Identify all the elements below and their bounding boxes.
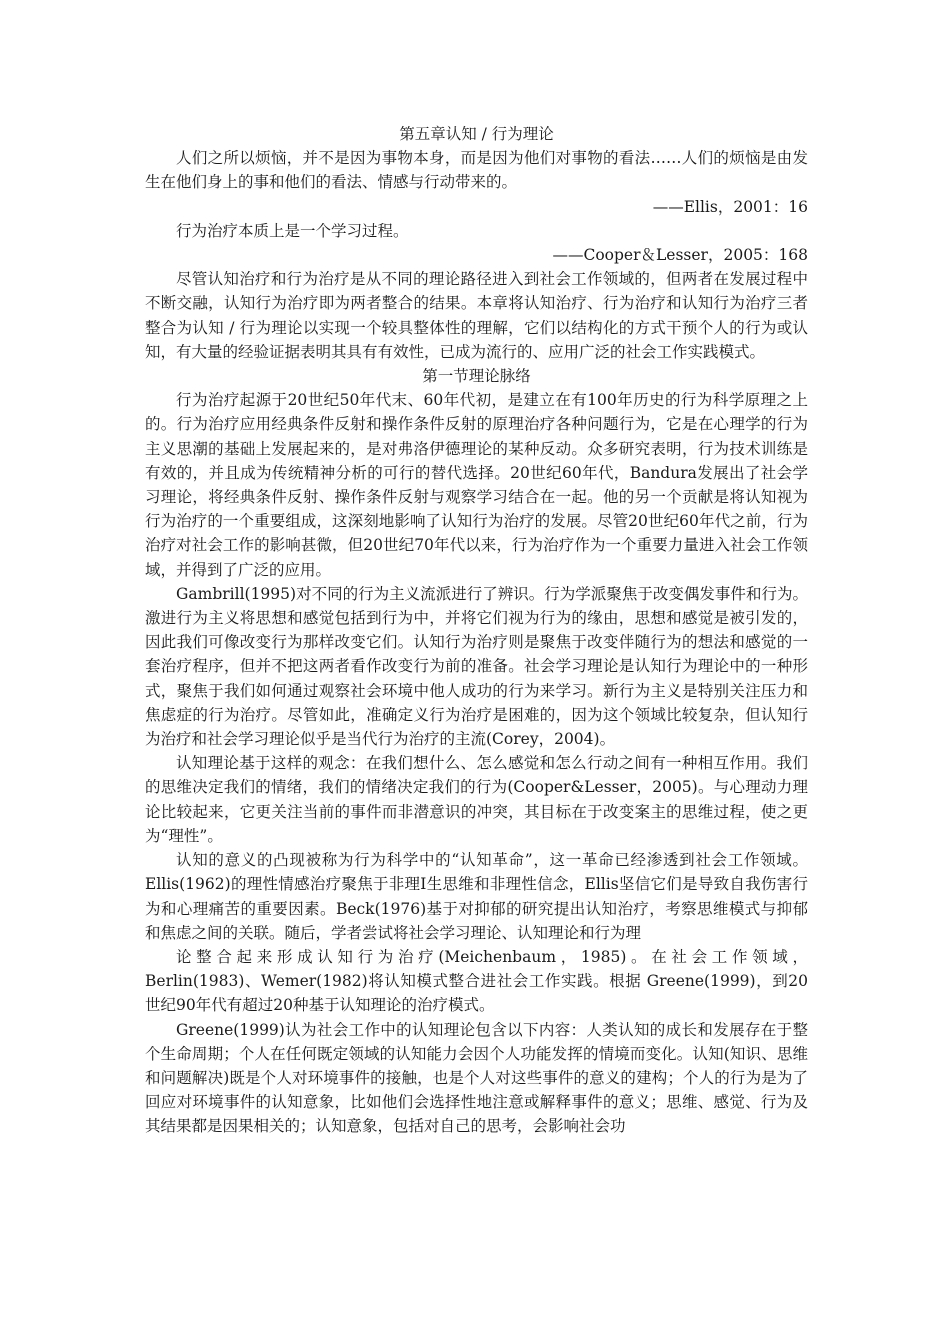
body-paragraph-3: 认知理论基于这样的观念：在我们想什么、怎么感觉和怎么行动之间有一种相互作用。我们的思维决定我们的情绪，我们的情绪决定我们的行为(Cooper&Lesser，2005)。与心理动力理论比较起来，它更关注当前的事件而非潜意识的冲突，其目标在于改变案主的思维过程，使之更为“理性”。 [145, 754, 808, 845]
body-paragraph-1: 行为治疗起源于20世纪50年代末、60年代初，是建立在有100年历史的行为科学原理之上的。行为治疗应用经典条件反射和操作条件反射的原理治疗各种问题行为，它是在心理学的行为主义思潮的基础上发展起来的，是对弗洛伊德理论的某种反动。众多研究表明，行为技术训练是有效的，并且成为传统精神分析的可行的替代选择。20世纪60年代，Bandura发展出了社会学习理论，将经典条件反射、操作条件反射与观察学习结合在一起。他的另一个贡献是将认知视为行为治疗的一个重要组成，这深刻地影响了认知行为治疗的发展。尽管20世纪60年代之前，行为治疗对社会工作的影响甚微，但20世纪70年代以来，行为治疗作为一个重要力量进入社会工作领域，并得到了广泛的应用。 [145, 391, 808, 579]
body-paragraph-4: 认知的意义的凸现被称为行为科学中的“认知革命”，这一革命已经渗透到社会工作领域。Ellis(1962)的理性情感治疗聚焦于非理Ⅰ生思维和非理性信念，Ellis坚信它们是导致自我伤害行为和心理痛苦的重要因素。Beck(1976)基于对抑郁的研究提出认知治疗，考察思维模式与抑郁和焦虑之间的关联。随后，学者尝试将社会学习理论、认知理论和行为理 [145, 851, 808, 942]
body-paragraph-2: Gambrill(1995)对不同的行为主义流派进行了辨识。行为学派聚焦于改变偶发事件和行为。激进行为主义将思想和感觉包括到行为中，并将它们视为行为的缘由，思想和感觉是被引发的，因此我们可像改变行为那样改变它们。认知行为治疗则是聚焦于改变伴随行为的想法和感觉的一套治疗程序，但并不把这两者看作改变行为前的准备。社会学习理论是认知行为理论中的一种形式，聚焦于我们如何通过观察社会环境中他人成功的行为来学习。新行为主义是特别关注压力和焦虑症的行为治疗。尽管如此，准确定义行为治疗是困难的，因为这个领域比较复杂，但认知行为治疗和社会学习理论似乎是当代行为治疗的主流(Corey，2004)。 [145, 584, 808, 749]
section-title: 第一节理论脉络 [422, 367, 531, 386]
epigraph-quote-1: 人们之所以烦恼，并不是因为事物本身，而是因为他们对事物的看法……人们的烦恼是由发生在他们身上的事和他们的看法、情感与行动带来的。 [145, 149, 808, 192]
intro-paragraph: 尽管认知治疗和行为治疗是从不同的理论路径进入到社会工作领域的，但两者在发展过程中不断交融，认知行为治疗即为两者整合的结果。本章将认知治疗、行为治疗和认知行为治疗三者整合为认知 / 行为理论以实现一个较具整体性的理解，它们以结构化的方式干预个人的行为或认知，有大量的经验证据表明其具有有效性，已成为流行的、应用广泛的社会工作实践模式。 [145, 270, 808, 361]
body-paragraph-5: 论整合起来形成认知行为治疗(Meichenbaum，1985)。在社会工作领域，Berlin(1983)、Wemer(1982)将认知模式整合进社会工作实践。根据 Greene(1999)，到20世纪90年代有超过20种基于认知理论的治疗模式。 [145, 947, 808, 1015]
body-paragraph-6: Greene(1999)认为社会工作中的认知理论包含以下内容：人类认知的成长和发展存在于整个生命周期；个人在任何既定领域的认知能力会因个人功能发挥的情境而变化。认知(知识、思维和问题解决)既是个人对环境事件的接触，也是个人对这些事件的意义的建构；个人的行为是为了回应对环境事件的认知意象，比如他们会选择性地注意或解释事件的意义；思维、感觉、行为及其结果都是因果相关的；认知意象，包括对自己的思考，会影响社会功 [145, 1020, 808, 1136]
epigraph-quote-2: 行为治疗本质上是一个学习过程。 [176, 221, 409, 240]
epigraph-attribution-2: ——Cooper＆Lesser，2005：168 [552, 246, 808, 265]
chapter-title: 第五章认知 / 行为理论 [399, 125, 554, 143]
document-page [145, 122, 808, 1139]
epigraph-attribution-1: ——Ellis，2001：16 [652, 197, 808, 216]
